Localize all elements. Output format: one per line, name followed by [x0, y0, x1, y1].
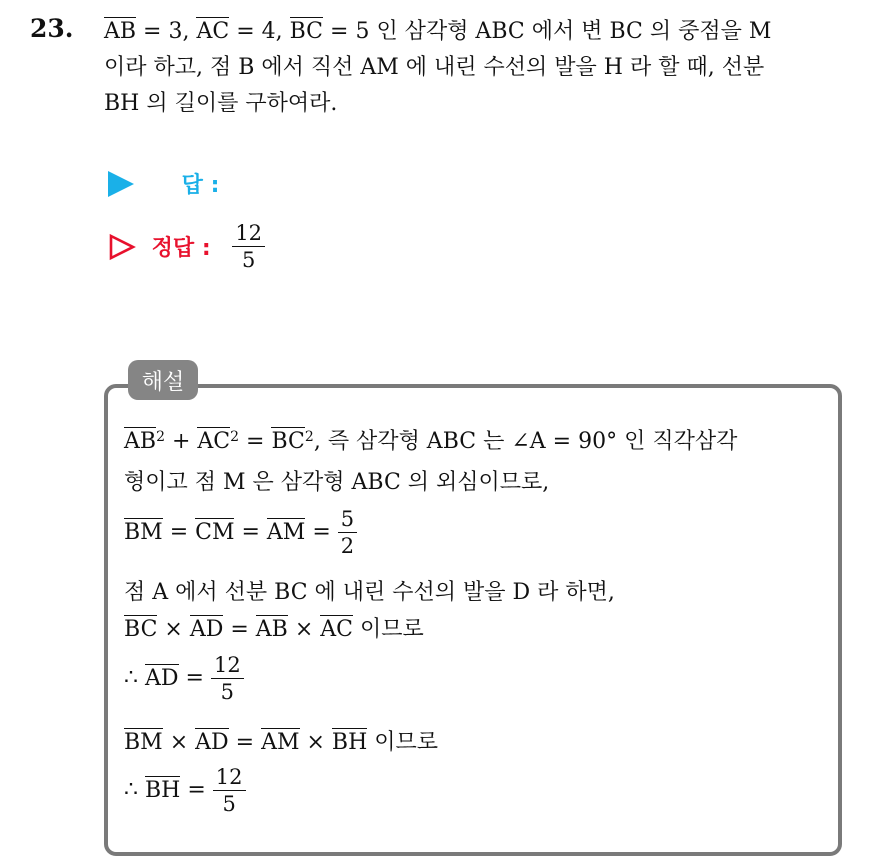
answer-row	[108, 168, 219, 199]
correct-answer-value: $\frac{12}{5}$	[232, 220, 265, 273]
problem-line-1: AB = 3, AC = 4, BC = 5 인 삼각형 ABC 에서 변 BC 의 중점을 M	[104, 19, 772, 44]
correct-answer-row	[108, 220, 265, 273]
solution-line-2: 형이고 점 M 은 삼각형 ABC 의 외심이므로,	[124, 470, 550, 495]
fraction: $\frac{12}{5}$	[213, 764, 246, 817]
solution-line-4: 점 A 에서 선분 BC 에 내린 수선의 발을 D 라 하면,	[124, 580, 615, 605]
outline-triangle-right-icon	[108, 233, 136, 261]
solution-line-3: BM = CM = AM = $\frac{5}{2}$	[124, 506, 834, 559]
fraction: $\frac{5}{2}$	[338, 506, 357, 559]
solution-line-6: ∴ AD = $\frac{12}{5}$	[124, 652, 834, 705]
problem-line-3: BH 의 길이를 구하여라.	[104, 91, 338, 116]
problem-number: 23.	[30, 14, 74, 43]
segment-ac: AC	[196, 19, 230, 44]
problem-text	[104, 14, 874, 122]
solution-line-5: BC × AD = AB × AC 이므로	[124, 617, 424, 642]
correct-answer-label: 정답 :	[151, 236, 211, 261]
problem-line-2: 이라 하고, 점 B 에서 직선 AM 에 내린 수선의 발을 H 라 할 때, 선분	[104, 55, 765, 80]
solution-line-8: ∴ BH = $\frac{12}{5}$	[124, 764, 834, 817]
segment-ab: AB	[104, 19, 137, 44]
segment-bc: BC	[289, 19, 324, 44]
solution-line-1: $AB^2 + AC^2 = BC^2$, 즉 삼각형 ABC 는 ∠A = 90° 인 직각삼각	[124, 429, 738, 454]
filled-triangle-right-icon	[108, 171, 134, 197]
solution-tag: 해설	[128, 360, 198, 400]
solution-line-7: BM × AD = AM × BH 이므로	[124, 730, 439, 755]
fraction: $\frac{12}{5}$	[211, 652, 244, 705]
answer-label: 답 :	[181, 173, 220, 198]
